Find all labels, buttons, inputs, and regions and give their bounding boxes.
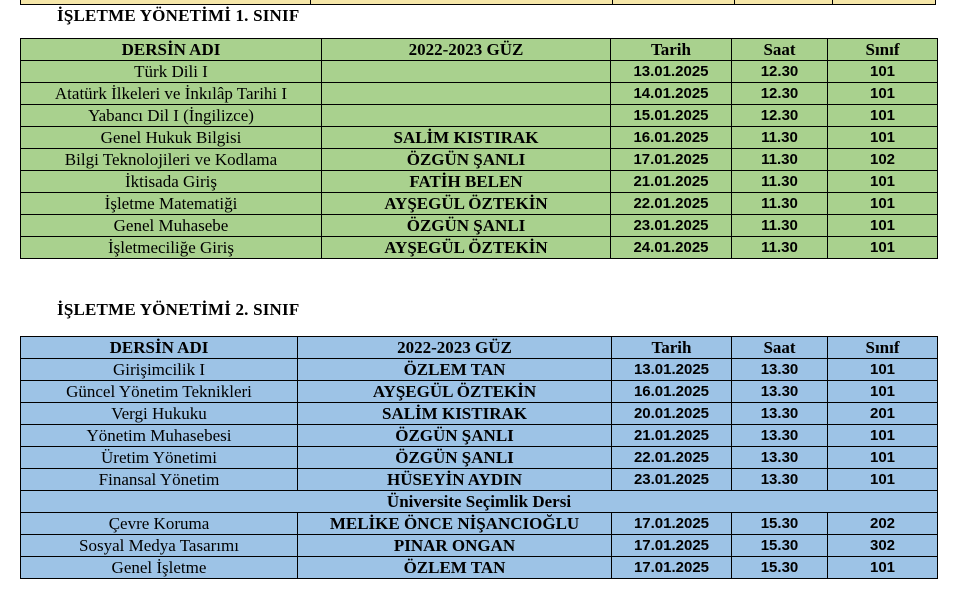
instructor-name: ÖZGÜN ŞANLI <box>298 447 612 469</box>
exam-time: 13.30 <box>732 469 828 491</box>
exam-date: 22.01.2025 <box>612 447 732 469</box>
instructor-name: SALİM KISTIRAK <box>322 127 611 149</box>
exam-time: 13.30 <box>732 425 828 447</box>
exam-time: 11.30 <box>732 127 828 149</box>
exam-time: 13.30 <box>732 381 828 403</box>
header-room: Sınıf <box>828 39 938 61</box>
exam-date: 23.01.2025 <box>611 215 732 237</box>
instructor-name: MELİKE ÖNCE NİŞANCIOĞLU <box>298 513 612 535</box>
table-row <box>21 425 938 447</box>
exam-room: 101 <box>828 557 938 579</box>
course-name: Genel Hukuk Bilgisi <box>21 127 322 149</box>
course-name: Bilgi Teknolojileri ve Kodlama <box>21 149 322 171</box>
exam-time: 15.30 <box>732 557 828 579</box>
table-row <box>21 61 938 83</box>
table-row <box>21 359 938 381</box>
instructor-name: SALİM KISTIRAK <box>298 403 612 425</box>
exam-time: 13.30 <box>732 447 828 469</box>
instructor-name: AYŞEGÜL ÖZTEKİN <box>322 193 611 215</box>
exam-room: 101 <box>828 171 938 193</box>
instructor-name: AYŞEGÜL ÖZTEKİN <box>322 237 611 259</box>
instructor-name: ÖZGÜN ŞANLI <box>322 149 611 171</box>
header-time: Saat <box>732 39 828 61</box>
exam-room: 101 <box>828 127 938 149</box>
instructor-name: FATİH BELEN <box>322 171 611 193</box>
section-title-2: İŞLETME YÖNETİMİ 2. SINIF <box>57 300 300 319</box>
exam-date: 15.01.2025 <box>611 105 732 127</box>
table-header-row <box>21 337 938 359</box>
course-name: Güncel Yönetim Teknikleri <box>21 381 298 403</box>
header-term: 2022-2023 GÜZ <box>322 39 611 61</box>
course-name: Atatürk İlkeleri ve İnkılâp Tarihi I <box>21 83 322 105</box>
table-row <box>21 193 938 215</box>
table-row <box>21 469 938 491</box>
instructor-name: ÖZGÜN ŞANLI <box>322 215 611 237</box>
instructor-name: HÜSEYİN AYDIN <box>298 469 612 491</box>
table-row <box>21 215 938 237</box>
exam-date: 13.01.2025 <box>612 359 732 381</box>
exam-time: 12.30 <box>732 61 828 83</box>
course-name: Çevre Koruma <box>21 513 298 535</box>
exam-room: 101 <box>828 83 938 105</box>
exam-time: 11.30 <box>732 215 828 237</box>
course-name: İşletmeciliğe Giriş <box>21 237 322 259</box>
table-row <box>21 171 938 193</box>
exam-time: 11.30 <box>732 193 828 215</box>
elective-subheading: Üniversite Seçimlik Dersi <box>21 491 938 513</box>
exam-room: 102 <box>828 149 938 171</box>
course-name: Vergi Hukuku <box>21 403 298 425</box>
instructor-name <box>322 105 611 127</box>
header-room: Sınıf <box>828 337 938 359</box>
course-name: Yönetim Muhasebesi <box>21 425 298 447</box>
exam-date: 17.01.2025 <box>612 535 732 557</box>
course-name: Yabancı Dil I (İngilizce) <box>21 105 322 127</box>
table-row <box>21 149 938 171</box>
instructor-name <box>322 83 611 105</box>
exam-time: 15.30 <box>732 535 828 557</box>
exam-room: 302 <box>828 535 938 557</box>
course-name: İktisada Giriş <box>21 171 322 193</box>
header-date: Tarih <box>611 39 732 61</box>
exam-date: 21.01.2025 <box>612 425 732 447</box>
table-header-row <box>21 39 938 61</box>
exam-date: 23.01.2025 <box>612 469 732 491</box>
exam-date: 16.01.2025 <box>611 127 732 149</box>
instructor-name: ÖZLEM TAN <box>298 557 612 579</box>
table-row <box>21 381 938 403</box>
previous-table-edge <box>20 0 936 5</box>
table-row <box>21 535 938 557</box>
exam-room: 101 <box>828 447 938 469</box>
instructor-name: ÖZLEM TAN <box>298 359 612 381</box>
table-row <box>21 447 938 469</box>
table-row <box>21 557 938 579</box>
course-name: Sosyal Medya Tasarımı <box>21 535 298 557</box>
instructor-name <box>322 61 611 83</box>
course-name: Türk Dili I <box>21 61 322 83</box>
header-time: Saat <box>732 337 828 359</box>
exam-room: 101 <box>828 193 938 215</box>
exam-room: 101 <box>828 237 938 259</box>
instructor-name: ÖZGÜN ŞANLI <box>298 425 612 447</box>
exam-date: 13.01.2025 <box>611 61 732 83</box>
exam-time: 13.30 <box>732 403 828 425</box>
header-course: DERSİN ADI <box>21 337 298 359</box>
exam-table-year-2 <box>20 336 938 579</box>
exam-date: 14.01.2025 <box>611 83 732 105</box>
exam-time: 11.30 <box>732 149 828 171</box>
elective-subheading-row <box>21 491 938 513</box>
exam-date: 20.01.2025 <box>612 403 732 425</box>
table-row <box>21 403 938 425</box>
exam-time: 15.30 <box>732 513 828 535</box>
exam-date: 17.01.2025 <box>612 557 732 579</box>
exam-room: 101 <box>828 215 938 237</box>
header-course: DERSİN ADI <box>21 39 322 61</box>
table-row <box>21 513 938 535</box>
table-row <box>21 83 938 105</box>
exam-time: 13.30 <box>732 359 828 381</box>
course-name: Girişimcilik I <box>21 359 298 381</box>
exam-room: 202 <box>828 513 938 535</box>
course-name: İşletme Matematiği <box>21 193 322 215</box>
exam-time: 12.30 <box>732 83 828 105</box>
exam-room: 101 <box>828 105 938 127</box>
instructor-name: AYŞEGÜL ÖZTEKİN <box>298 381 612 403</box>
exam-date: 17.01.2025 <box>612 513 732 535</box>
exam-room: 101 <box>828 425 938 447</box>
section-title-1: İŞLETME YÖNETİMİ 1. SINIF <box>57 6 300 25</box>
header-date: Tarih <box>612 337 732 359</box>
course-name: Genel İşletme <box>21 557 298 579</box>
exam-time: 11.30 <box>732 237 828 259</box>
course-name: Genel Muhasebe <box>21 215 322 237</box>
instructor-name: PINAR ONGAN <box>298 535 612 557</box>
exam-time: 11.30 <box>732 171 828 193</box>
course-name: Üretim Yönetimi <box>21 447 298 469</box>
exam-date: 24.01.2025 <box>611 237 732 259</box>
header-term: 2022-2023 GÜZ <box>298 337 612 359</box>
exam-room: 101 <box>828 359 938 381</box>
exam-date: 22.01.2025 <box>611 193 732 215</box>
exam-date: 16.01.2025 <box>612 381 732 403</box>
course-name: Finansal Yönetim <box>21 469 298 491</box>
table-row <box>21 237 938 259</box>
exam-room: 101 <box>828 61 938 83</box>
exam-table-year-1 <box>20 38 938 259</box>
exam-time: 12.30 <box>732 105 828 127</box>
exam-room: 101 <box>828 381 938 403</box>
table-row <box>21 105 938 127</box>
exam-date: 17.01.2025 <box>611 149 732 171</box>
exam-room: 201 <box>828 403 938 425</box>
exam-date: 21.01.2025 <box>611 171 732 193</box>
exam-room: 101 <box>828 469 938 491</box>
table-row <box>21 127 938 149</box>
